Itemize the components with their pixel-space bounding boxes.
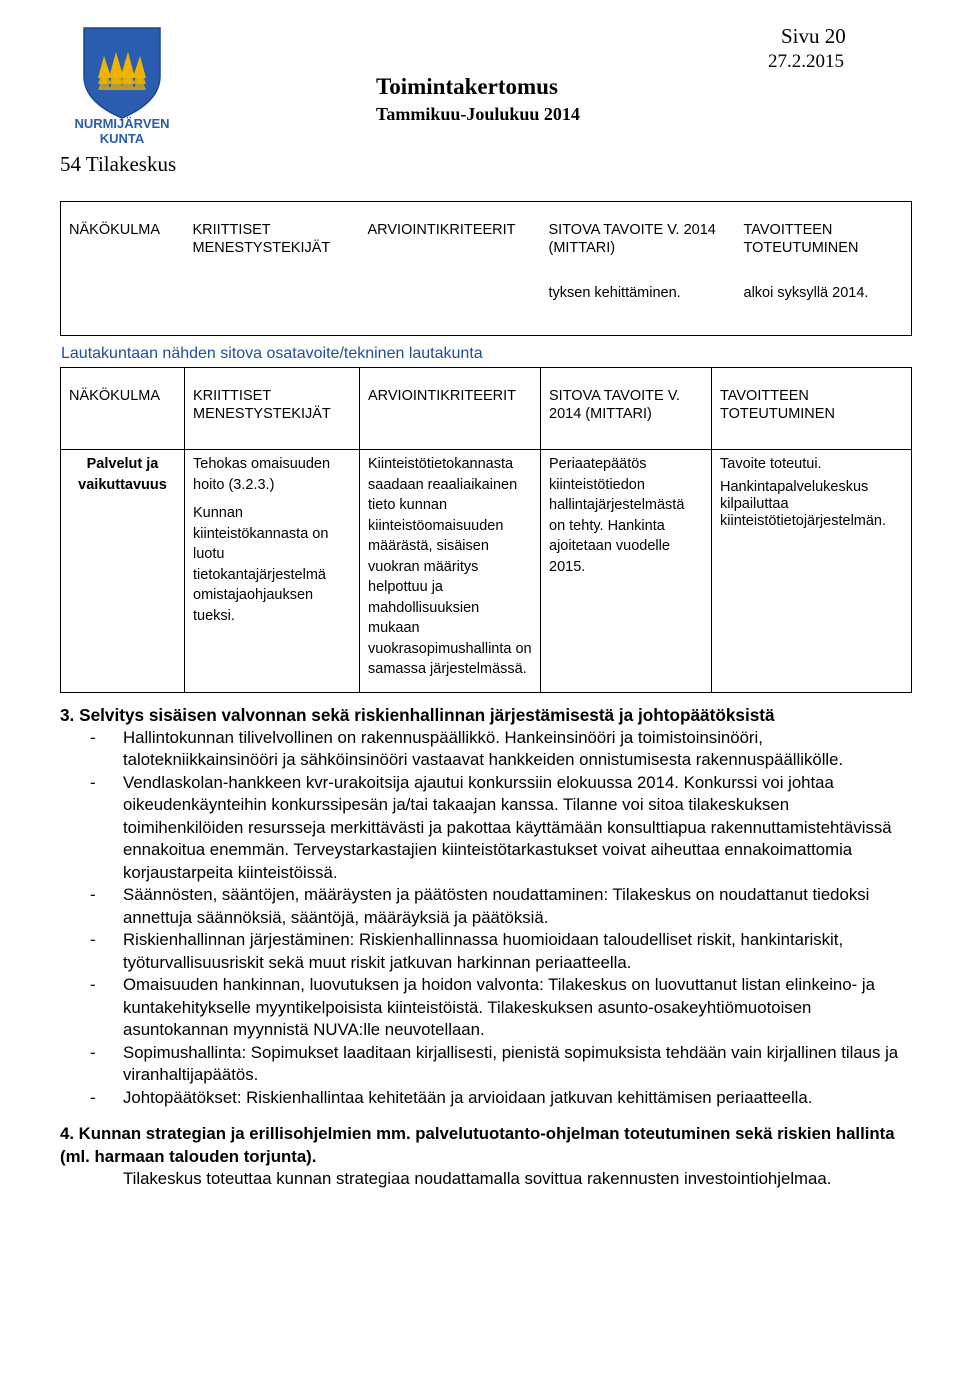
- list-item: - Sopimushallinta: Sopimukset laaditaan kirjallisesti, pienistä sopimuksista tehdään vain kirjallinen tilaus ja viranhaltijapäätös.: [60, 1042, 900, 1087]
- section-3-heading: 3. Selvitys sisäisen valvonnan sekä riskienhallinnan järjestämisestä ja johtopäätöksistä: [60, 705, 775, 725]
- criteria-cell: Kiinteistötietokannasta saadaan reaaliaikainen tieto kunnan kiinteistöomaisuuden määrästä, sisäisen vuokran määritys helpottuu ja mahdollisuuksien mukaan vuokrasopimushallinta on samassa järjestelmässä.: [360, 450, 541, 693]
- list-item: - Säännösten, sääntöjen, määräysten ja päätösten noudattaminen: Tilakeskus on noudattanut tiedoksi annettuja säännöksiä, sääntöjä, määräyksiä ja päätöksiä.: [60, 884, 900, 929]
- list-item: - Vendlaskolan-hankkeen kvr-urakoitsija ajautui konkurssiin elokuussa 2014. Konkurssi voi johtaa oikeudenkäynteihin konkurssipesän ja/tai takaajan kanssa. Tilanne voi sitoa tilakeskuksen toimihenkilöiden resursseja merkittävästi ja pakottaa käyttämään konsulttiapua rakennuttamistehtävissä ennakoitua enemmän. Terveystarkastajien kiinteistötarkastukset voivat aiheuttaa ennakoimattomia korjaustarpeita kiinteistöissä.: [60, 772, 900, 885]
- goal-realization-cell: [712, 450, 912, 693]
- section-4-heading: 4. Kunnan strategian ja erillisohjelmien mm. palvelutuotanto-ohjelman toteutuminen sekä riskien hallinta (ml. harmaan talouden torjunta).: [60, 1124, 895, 1166]
- binding-goal-heading: Lautakuntaan nähden sitova osatavoite/tekninen lautakunta: [61, 345, 483, 362]
- goals-table-continued: [60, 201, 912, 336]
- table-cell: [61, 283, 185, 336]
- svg-text:NURMIJÄRVEN: NURMIJÄRVEN: [74, 116, 170, 131]
- critical-factor: Kunnan kiinteistökannasta on luotu tietokantajärjestelmä omistajaohjauksen tueksi.: [193, 505, 329, 624]
- section-3-list: [60, 727, 900, 1110]
- table-cell: [360, 283, 541, 336]
- table-cell: tyksen kehittäminen.: [541, 283, 736, 336]
- binding-goal-cell: Periaatepäätös kiinteistötiedon hallintajärjestelmästä on tehty. Hankinta ajoitetaan vuodelle 2015.: [541, 450, 712, 693]
- page-date: 27.2.2015: [768, 51, 844, 72]
- perspective-cell: Palvelut ja vaikuttavuus: [61, 450, 185, 693]
- critical-factors-cell: [185, 450, 360, 693]
- table-header-cell: TAVOITTEEN TOTEUTUMINEN: [736, 202, 912, 284]
- realization-text: Hankintapalvelukeskus kilpailuttaa kiinteistötietojärjestelmän.: [720, 478, 887, 529]
- svg-text:KUNTA: KUNTA: [99, 131, 145, 146]
- list-item: - Omaisuuden hankinnan, luovutuksen ja hoidon valvonta: Tilakeskus on luovuttanut listan elinkeino- ja kuntakehitykselle myyntikelpoisista kiinteistöistä. Tilakeskuksen asunto-osakeyhtiömuotoisen asuntokannan myynnistä NUVA:lle neuvotellaan.: [60, 974, 900, 1042]
- binding-goal-table: [60, 367, 912, 693]
- table-header-cell: TAVOITTEEN TOTEUTUMINEN: [712, 368, 912, 450]
- table-cell: [185, 283, 360, 336]
- table-header-cell: KRIITTISET MENESTYSTEKIJÄT: [185, 368, 360, 450]
- table-header-cell: SITOVA TAVOITE V. 2014 (MITTARI): [541, 368, 712, 450]
- table-header-cell: ARVIOINTIKRITEERIT: [360, 368, 541, 450]
- list-item: - Johtopäätökset: Riskienhallintaa kehitetään ja arvioidaan jatkuvan kehittämisen periaatteella.: [60, 1087, 900, 1110]
- report-body: [60, 704, 900, 1191]
- page-number: Sivu 20: [781, 24, 846, 48]
- list-item: - Riskienhallinnan järjestäminen: Riskienhallinnassa huomioidaan taloudelliset riskit, hankintariskit, työturvallisuusriskit sekä muut riskit jatkuvan harkinnan periaatteella.: [60, 929, 900, 974]
- table-header-cell: ARVIOINTIKRITEERIT: [360, 202, 541, 284]
- table-header-cell: KRIITTISET MENESTYSTEKIJÄT: [185, 202, 360, 284]
- table-header-cell: NÄKÖKULMA: [61, 202, 185, 284]
- table-cell: alkoi syksyllä 2014.: [736, 283, 912, 336]
- document-period: Tammikuu-Joulukuu 2014: [376, 104, 580, 124]
- critical-factor: Tehokas omaisuuden hoito (3.2.3.): [193, 456, 331, 493]
- nurmijarvi-logo: [64, 26, 180, 146]
- list-item: - Hallintokunnan tilivelvollinen on rakennuspäällikkö. Hankeinsinööri ja toimistoinsinööri, talotekniikkainsinööri ja sähköinsinööri vastaavat hankkeiden onnistumisesta rakennuspäällikölle.: [60, 727, 900, 772]
- table-header-cell: SITOVA TAVOITE V. 2014 (MITTARI): [541, 202, 736, 284]
- section-title: 54 Tilakeskus: [60, 152, 177, 176]
- table-header-cell: NÄKÖKULMA: [61, 368, 185, 450]
- section-4-text: Tilakeskus toteuttaa kunnan strategiaa noudattamalla sovittua rakennusten investointiohjelmaa.: [123, 1169, 832, 1188]
- realization-text: Tavoite toteutui.: [720, 456, 822, 472]
- document-title: Toimintakertomus: [376, 74, 558, 99]
- coat-of-arms-icon: [64, 26, 180, 146]
